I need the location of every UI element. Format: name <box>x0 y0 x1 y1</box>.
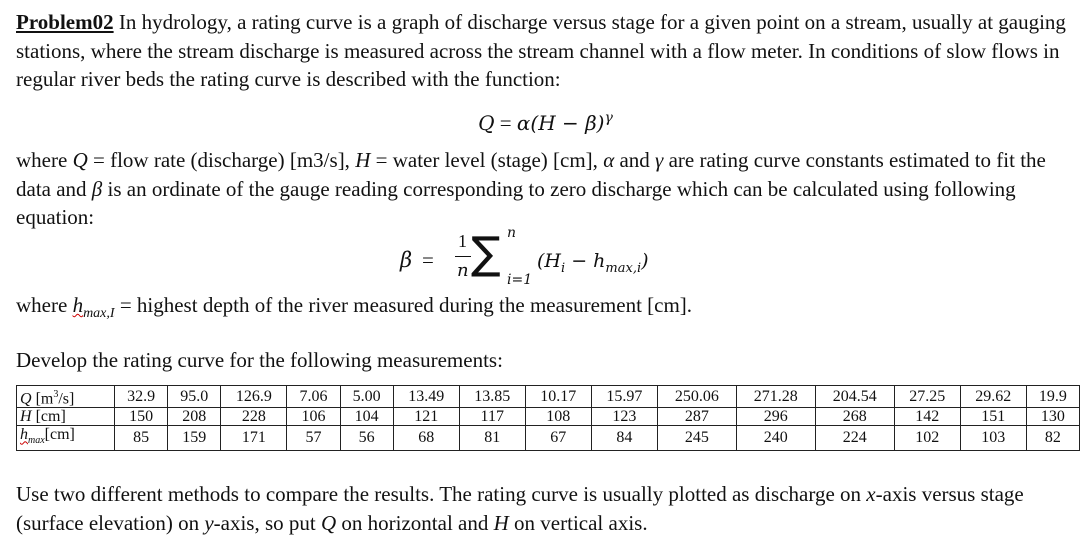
eq2-minus-h: − h <box>565 250 606 272</box>
table-cell: 10.17 <box>525 386 591 408</box>
eq2-sigma: ∑ <box>471 228 501 279</box>
hmax-symbol <box>20 426 45 447</box>
table-cell: 245 <box>657 426 736 450</box>
table-cell: 204.54 <box>815 386 894 408</box>
table-cell: 123 <box>591 408 657 426</box>
hmax-sub: max <box>28 435 45 447</box>
where1-text-4: and <box>614 148 656 172</box>
closing-h: H <box>493 510 509 535</box>
closing-y: y <box>204 510 214 535</box>
table-cell: 13.49 <box>393 386 459 408</box>
table-cell: 57 <box>287 426 340 450</box>
table-cell: 106 <box>287 408 340 426</box>
table-row-h <box>17 408 1080 426</box>
closing-text-1: Use two different methods to compare the results. The rating curve is usually plotted as discharge on <box>16 482 867 506</box>
eq2-upper-limit: n <box>507 225 517 241</box>
eq2-term-close: ) <box>641 250 649 272</box>
where1-alpha: α <box>603 148 615 172</box>
where2-h: h <box>72 293 84 317</box>
table-cell: 224 <box>815 426 894 450</box>
table-row-hmax <box>17 426 1080 450</box>
where1-q: Q <box>72 148 88 172</box>
eq2-numerator: 1 <box>458 231 467 251</box>
table-cell: 159 <box>168 426 221 450</box>
eq2-sub-max: max,i <box>605 260 642 276</box>
where2-text-2: = highest depth of the river measured during the measurement [cm]. <box>114 293 693 317</box>
row-header-h <box>17 408 115 426</box>
table-cell: 130 <box>1026 408 1079 426</box>
table-cell: 287 <box>657 408 736 426</box>
table-cell: 296 <box>736 408 815 426</box>
table-cell: 68 <box>393 426 459 450</box>
table-cell: 142 <box>894 408 960 426</box>
table-cell: 171 <box>221 426 287 450</box>
table-cell: 29.62 <box>960 386 1026 408</box>
q-symbol: Q <box>20 390 32 408</box>
table-cell: 13.85 <box>459 386 525 408</box>
eq1-lhs: Q <box>478 111 495 135</box>
table-cell: 95.0 <box>168 386 221 408</box>
hmax-unit: [cm] <box>44 426 75 444</box>
q-unit-end: /s] <box>58 390 75 408</box>
beta-equation <box>400 226 690 292</box>
table-cell: 228 <box>221 408 287 426</box>
closing-text-5: on vertical axis. <box>508 510 648 535</box>
eq2-sub-i: i <box>560 260 566 276</box>
row-header-hmax <box>17 426 115 450</box>
table-cell: 15.97 <box>591 386 657 408</box>
where1-text-1: where <box>16 148 73 172</box>
table-cell: 19.9 <box>1026 386 1079 408</box>
where1-gamma: γ <box>655 148 664 172</box>
q-unit-sup: 3 <box>53 389 59 400</box>
table-cell: 103 <box>960 426 1026 450</box>
table-cell: 121 <box>393 408 459 426</box>
table-cell: 85 <box>115 426 168 450</box>
table-cell: 27.25 <box>894 386 960 408</box>
table-row-q <box>17 386 1080 408</box>
hmax-definition <box>16 291 1078 329</box>
where2-text-1: where <box>16 293 73 317</box>
where1-text-6: is an ordinate of the gauge reading corresponding to zero discharge which can be calculated using following equation: <box>16 176 1016 229</box>
eq2-beta: β <box>400 248 413 272</box>
eq2-denominator: n <box>457 260 469 281</box>
table-cell: 81 <box>459 426 525 450</box>
table-cell: 5.00 <box>340 386 393 408</box>
develop-instruction: Develop the rating curve for the following measurements: <box>16 348 503 372</box>
where1-text-5: are rating curve constants estimated to fit the data and <box>16 148 1046 201</box>
table-cell: 7.06 <box>287 386 340 408</box>
measurements-table <box>16 385 1080 451</box>
closing-paragraph <box>16 480 1078 537</box>
table-cell: 271.28 <box>736 386 815 408</box>
table-cell: 117 <box>459 408 525 426</box>
eq2-term <box>537 250 649 276</box>
where1-h: H <box>355 148 371 172</box>
h-symbol: H <box>20 408 32 426</box>
eq2-lower-limit: i=1 <box>507 272 533 288</box>
definitions-paragraph <box>16 146 1078 232</box>
eq2-equals: = <box>422 248 434 272</box>
table-cell: 108 <box>525 408 591 426</box>
eq2-term-open: (H <box>537 250 561 272</box>
where1-text-2: = flow rate (discharge) [m3/s], <box>87 148 356 172</box>
q-unit: [m <box>31 390 54 408</box>
table-cell: 240 <box>736 426 815 450</box>
table-cell: 268 <box>815 408 894 426</box>
eq1-exponent: γ <box>604 110 613 126</box>
eq2-fraction-bar <box>455 256 471 257</box>
problem-intro: In hydrology, a rating curve is a graph of discharge versus stage for a given point on a stream, usually at gauging stations, where the stream discharge is measured across the stream channel with a flow meter. In conditions of slow flows in regular river beds the rating curve is described with the function: <box>16 10 1066 91</box>
table-cell: 102 <box>894 426 960 450</box>
problem-paragraph <box>16 8 1078 94</box>
row-header-q <box>17 386 115 408</box>
table-cell: 104 <box>340 408 393 426</box>
where2-sub: max,I <box>83 306 115 322</box>
table-cell: 56 <box>340 426 393 450</box>
table-cell: 126.9 <box>221 386 287 408</box>
table-cell: 151 <box>960 408 1026 426</box>
h-unit: [cm] <box>31 408 66 426</box>
table-cell: 84 <box>591 426 657 450</box>
closing-q: Q <box>320 510 337 535</box>
hmax-h: h <box>20 426 28 444</box>
table-cell: 150 <box>115 408 168 426</box>
rating-curve-equation <box>0 104 1091 137</box>
problem-label: Problem02 <box>16 10 114 34</box>
table-cell: 82 <box>1026 426 1079 450</box>
table-cell: 67 <box>525 426 591 450</box>
closing-text-2: -axis versus stage (surface elevation) on <box>16 482 1024 535</box>
where1-text-3: = water level (stage) [cm], <box>370 148 604 172</box>
eq1-rhs: α(H − β) <box>516 111 605 135</box>
table-cell: 208 <box>168 408 221 426</box>
closing-text-4: on horizontal and <box>336 510 494 535</box>
table-cell: 32.9 <box>115 386 168 408</box>
eq1-equals: = <box>494 111 517 135</box>
closing-text-3: -axis, so put <box>213 510 321 535</box>
where2-hmax <box>72 293 115 322</box>
table-cell: 250.06 <box>657 386 736 408</box>
closing-x: x <box>866 482 876 506</box>
where1-beta: β <box>91 176 103 201</box>
